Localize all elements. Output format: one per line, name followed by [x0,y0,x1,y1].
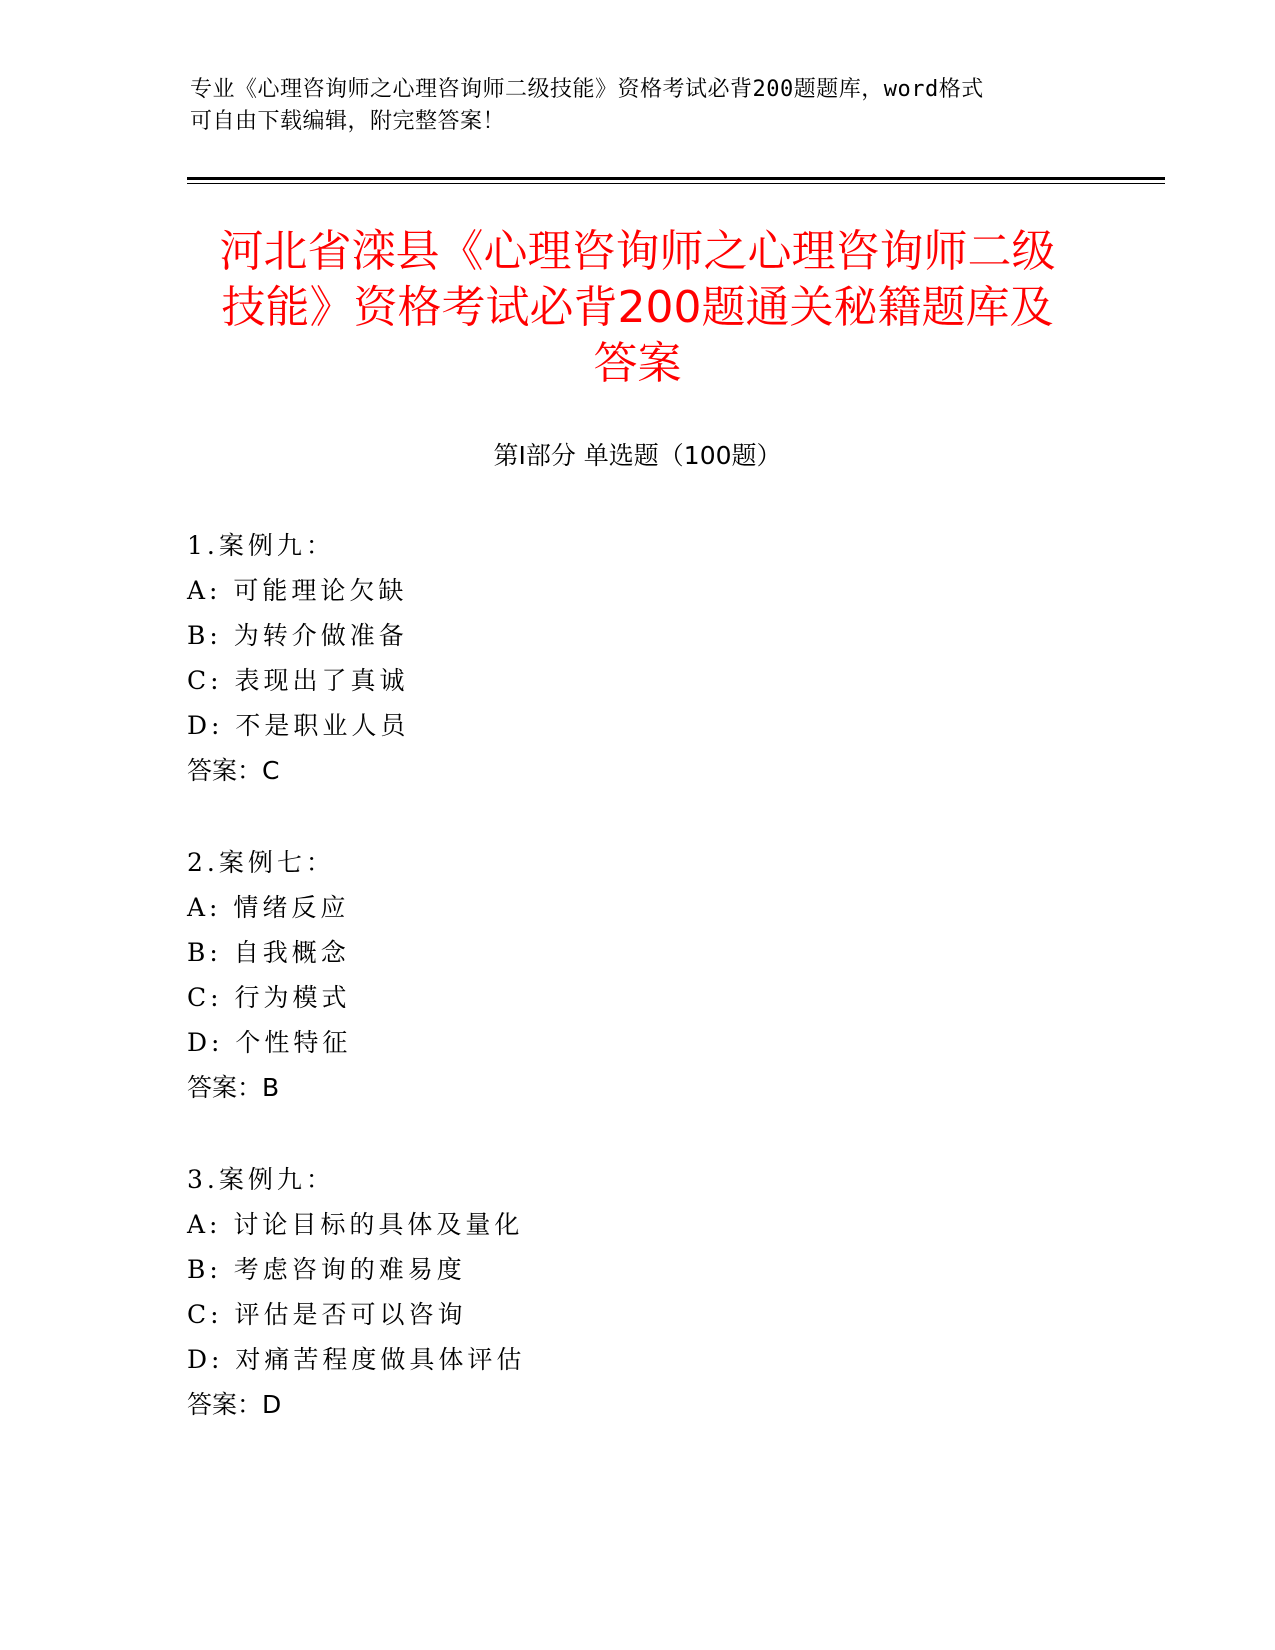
option-b: B: 自我概念 [187,938,350,967]
question-stem: 3.案例九： [187,1165,335,1194]
header-note-line-1: 专业《心理咨询师之心理咨询师二级技能》资格考试必背200题题库，word格式 [190,77,984,102]
document-title [150,224,1125,392]
option-a: A: 讨论目标的具体及量化 [187,1210,524,1239]
question-stem: 2.案例七： [187,848,335,877]
header-note-line-2: 可自由下载编辑，附完整答案！ [190,109,506,134]
header-rule-thick [187,177,1165,180]
option-b: B: 为转介做准备 [187,621,408,650]
option-a: A: 可能理论欠缺 [187,576,408,605]
header-rule-thin [187,183,1165,184]
question-2 [187,840,887,1110]
answer-line: 答案：C [187,756,280,785]
document-title-line-1: 河北省滦县《心理咨询师之心理咨询师二级 [219,226,1056,277]
option-c: C: 行为模式 [187,983,351,1012]
document-title-line-3: 答案 [593,338,682,389]
option-d: D: 个性特征 [187,1028,352,1057]
question-stem: 1.案例九： [187,531,335,560]
option-b: B: 考虑咨询的难易度 [187,1255,466,1284]
header-note [190,74,1090,138]
answer-line: 答案：B [187,1073,280,1102]
option-a: A: 情绪反应 [187,893,350,922]
document-title-line-2: 技能》资格考试必背200题通关秘籍题库及 [221,282,1054,333]
option-d: D: 不是职业人员 [187,711,410,740]
option-c: C: 评估是否可以咨询 [187,1300,467,1329]
section-heading: 第Ⅰ部分 单选题（100题） [493,441,782,470]
question-1 [187,523,887,793]
option-c: C: 表现出了真诚 [187,666,409,695]
question-3 [187,1157,887,1427]
option-d: D: 对痛苦程度做具体评估 [187,1345,526,1374]
answer-line: 答案：D [187,1390,282,1419]
